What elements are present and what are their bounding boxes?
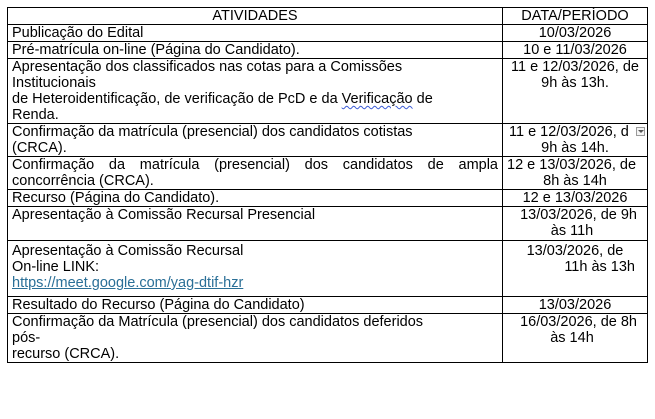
activity-text: Confirmação da matrícula (presencial) dos candidatos cotistas bbox=[12, 124, 413, 140]
activity-text: Recurso (Página do Candidato). bbox=[12, 190, 220, 206]
activity-text: Apresentação dos classificados nas cotas para a Comissões bbox=[12, 59, 403, 75]
activity-text: On-line LINK: bbox=[12, 259, 100, 275]
schedule-table bbox=[7, 7, 648, 363]
table-row bbox=[8, 207, 648, 241]
date-text: às 14h bbox=[550, 330, 594, 346]
activity-text: Renda. bbox=[12, 107, 59, 123]
activity-text: Apresentação à Comissão Recursal bbox=[12, 243, 244, 259]
dropdown-arrow-icon[interactable] bbox=[636, 127, 645, 136]
date-cell bbox=[503, 207, 648, 241]
table-row bbox=[8, 157, 648, 190]
table-row bbox=[8, 42, 648, 59]
date-text: 11 e 12/03/2026, d bbox=[509, 124, 629, 140]
date-text: 13/03/2026, de bbox=[526, 243, 624, 259]
header-date: DATA/PERÍODO bbox=[503, 8, 648, 25]
activity-text: Confirmação da Matrícula (presencial) dos candidatos deferidos bbox=[12, 314, 424, 330]
date-cell bbox=[503, 124, 648, 157]
activity-cell bbox=[8, 241, 503, 297]
date-text: 9h às 14h. bbox=[541, 140, 609, 156]
date-text: às 11h bbox=[550, 223, 594, 239]
date-cell bbox=[503, 25, 648, 42]
activity-text: concorrência (CRCA). bbox=[12, 173, 154, 189]
activity-text: Confirmação da matrícula (presencial) dos candidatos de ampla bbox=[12, 157, 498, 173]
date-cell bbox=[503, 297, 648, 314]
activity-cell bbox=[8, 297, 503, 314]
activity-text: Pré-matrícula on-line (Página do Candidato). bbox=[12, 42, 300, 58]
table-row bbox=[8, 297, 648, 314]
activity-cell bbox=[8, 25, 503, 42]
date-text: 10 e 11/03/2026 bbox=[523, 42, 627, 58]
spellcheck-word: Verificação bbox=[341, 91, 413, 107]
date-text: 11h às 13h bbox=[564, 259, 635, 275]
activity-text: Resultado do Recurso (Página do Candidato) bbox=[12, 297, 305, 313]
activity-cell bbox=[8, 314, 503, 363]
activity-cell bbox=[8, 190, 503, 207]
date-cell bbox=[503, 157, 648, 190]
date-text: 10/03/2026 bbox=[538, 25, 612, 41]
activity-cell bbox=[8, 59, 503, 124]
activity-text: Institucionais bbox=[12, 75, 96, 91]
activity-cell bbox=[8, 42, 503, 59]
table-row bbox=[8, 25, 648, 42]
date-text: 9h às 13h. bbox=[541, 75, 609, 91]
date-text: 12 e 13/03/2026 bbox=[522, 190, 628, 206]
date-cell bbox=[503, 59, 648, 124]
activity-text: (CRCA). bbox=[12, 140, 67, 156]
activity-text: recurso (CRCA). bbox=[12, 346, 120, 362]
date-text: 11 e 12/03/2026, de bbox=[511, 59, 639, 75]
date-text: 16/03/2026, de 8h bbox=[520, 314, 637, 330]
table-row bbox=[8, 190, 648, 207]
activity-text: pós- bbox=[12, 330, 41, 346]
table-row bbox=[8, 241, 648, 297]
activity-text: de Heteroidentificação, de verificação de PcD e da Verificação de bbox=[12, 91, 433, 107]
activity-cell bbox=[8, 157, 503, 190]
header-activities: ATIVIDADES bbox=[8, 8, 503, 25]
table-row bbox=[8, 59, 648, 124]
header-row bbox=[8, 8, 648, 25]
activity-text: Apresentação à Comissão Recursal Presencial bbox=[12, 207, 316, 223]
date-text: 13/03/2026, de 9h bbox=[520, 207, 637, 223]
date-text: 8h às 14h bbox=[543, 173, 607, 189]
date-text: 12 e 13/03/2026, de bbox=[507, 157, 637, 173]
activity-cell bbox=[8, 207, 503, 241]
meeting-link[interactable]: https://meet.google.com/yag-dtif-hzr bbox=[12, 275, 244, 291]
date-cell bbox=[503, 314, 648, 363]
date-cell bbox=[503, 241, 648, 297]
date-cell bbox=[503, 190, 648, 207]
activity-text: Publicação do Edital bbox=[12, 25, 144, 41]
table-row bbox=[8, 314, 648, 363]
date-cell bbox=[503, 42, 648, 59]
date-text: 13/03/2026 bbox=[538, 297, 612, 313]
table-row bbox=[8, 124, 648, 157]
activity-cell bbox=[8, 124, 503, 157]
